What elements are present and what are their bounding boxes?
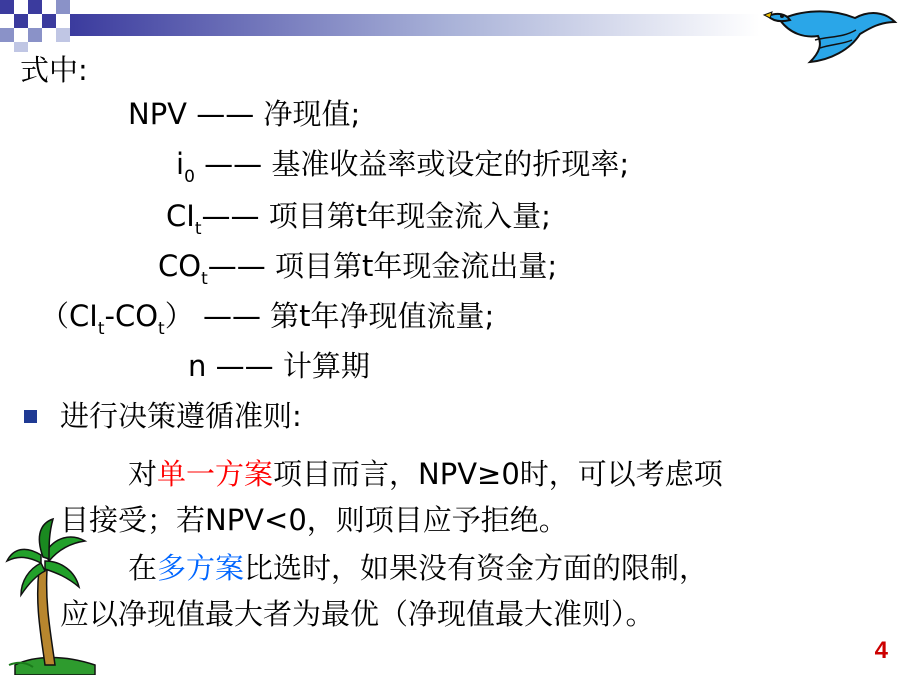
rule-text: 对: [128, 457, 158, 491]
rule-highlight-red: 单一方案: [157, 457, 274, 491]
definition-symbol: i: [176, 147, 185, 181]
definition-n: [188, 348, 370, 384]
definition-subscript: 0: [184, 167, 195, 187]
definition-dash: ——: [207, 249, 266, 283]
definition-desc: 计算期: [282, 349, 370, 383]
definition-subscript: t: [97, 319, 105, 339]
bullet-title: [60, 398, 302, 434]
definition-dash: ——: [201, 199, 260, 233]
rule-single-line1: [128, 456, 723, 492]
definition-symbol: n: [188, 349, 207, 383]
definition-dash: ——: [215, 349, 274, 383]
bird-icon: [760, 0, 900, 70]
definition-desc: 第t年净现值流量;: [270, 299, 495, 333]
bullet-square-icon: [24, 410, 37, 423]
page-number: 4: [874, 637, 888, 664]
definition-desc: 基准收益率或设定的折现率;: [271, 147, 630, 181]
definition-cot: [158, 248, 557, 289]
definition-subscript: t: [194, 219, 202, 239]
definition-subscript: t: [158, 319, 165, 339]
definition-dash: ——: [204, 147, 263, 181]
rule-text: 目接受；若NPV<0，则项目应予拒绝。: [60, 503, 568, 537]
definition-symbol: CO: [158, 249, 202, 283]
rule-highlight-blue: 多方案: [157, 551, 245, 585]
palm-tree-icon: [5, 515, 100, 675]
rule-text: 在: [128, 551, 158, 585]
rule-multi-line2: [60, 596, 655, 632]
definition-subscript: t: [201, 269, 208, 289]
definition-npv: [128, 96, 360, 132]
heading-label: 式中:: [20, 53, 88, 87]
definition-net-flow: [40, 298, 494, 339]
bullet-title-label: 进行决策遵循准则:: [60, 399, 302, 433]
definition-symbol: （CI: [40, 299, 98, 333]
rule-text: 项目而言，NPV≥0时，可以考虑项: [273, 457, 723, 491]
definition-dash: ——: [196, 97, 255, 131]
rule-text: 应以净现值最大者为最优（净现值最大准则）。: [60, 597, 655, 631]
definition-desc: 项目第t年现金流入量;: [268, 199, 551, 233]
definition-symbol: -CO: [104, 299, 159, 333]
definition-desc: 项目第t年现金流出量;: [274, 249, 558, 283]
definition-symbol: NPV: [128, 97, 188, 131]
rule-single-line2: [60, 502, 568, 538]
definition-symbol: ）: [164, 299, 194, 333]
definition-i0: [176, 146, 629, 187]
definition-desc: 净现值;: [263, 97, 361, 131]
definition-symbol: CI: [166, 199, 195, 233]
heading-text: [20, 52, 88, 88]
rule-multi-line1: [128, 550, 708, 586]
definition-dash: ——: [202, 299, 261, 333]
definition-cit: [166, 198, 551, 239]
rule-text: 比选时，如果没有资金方面的限制，: [244, 551, 709, 585]
